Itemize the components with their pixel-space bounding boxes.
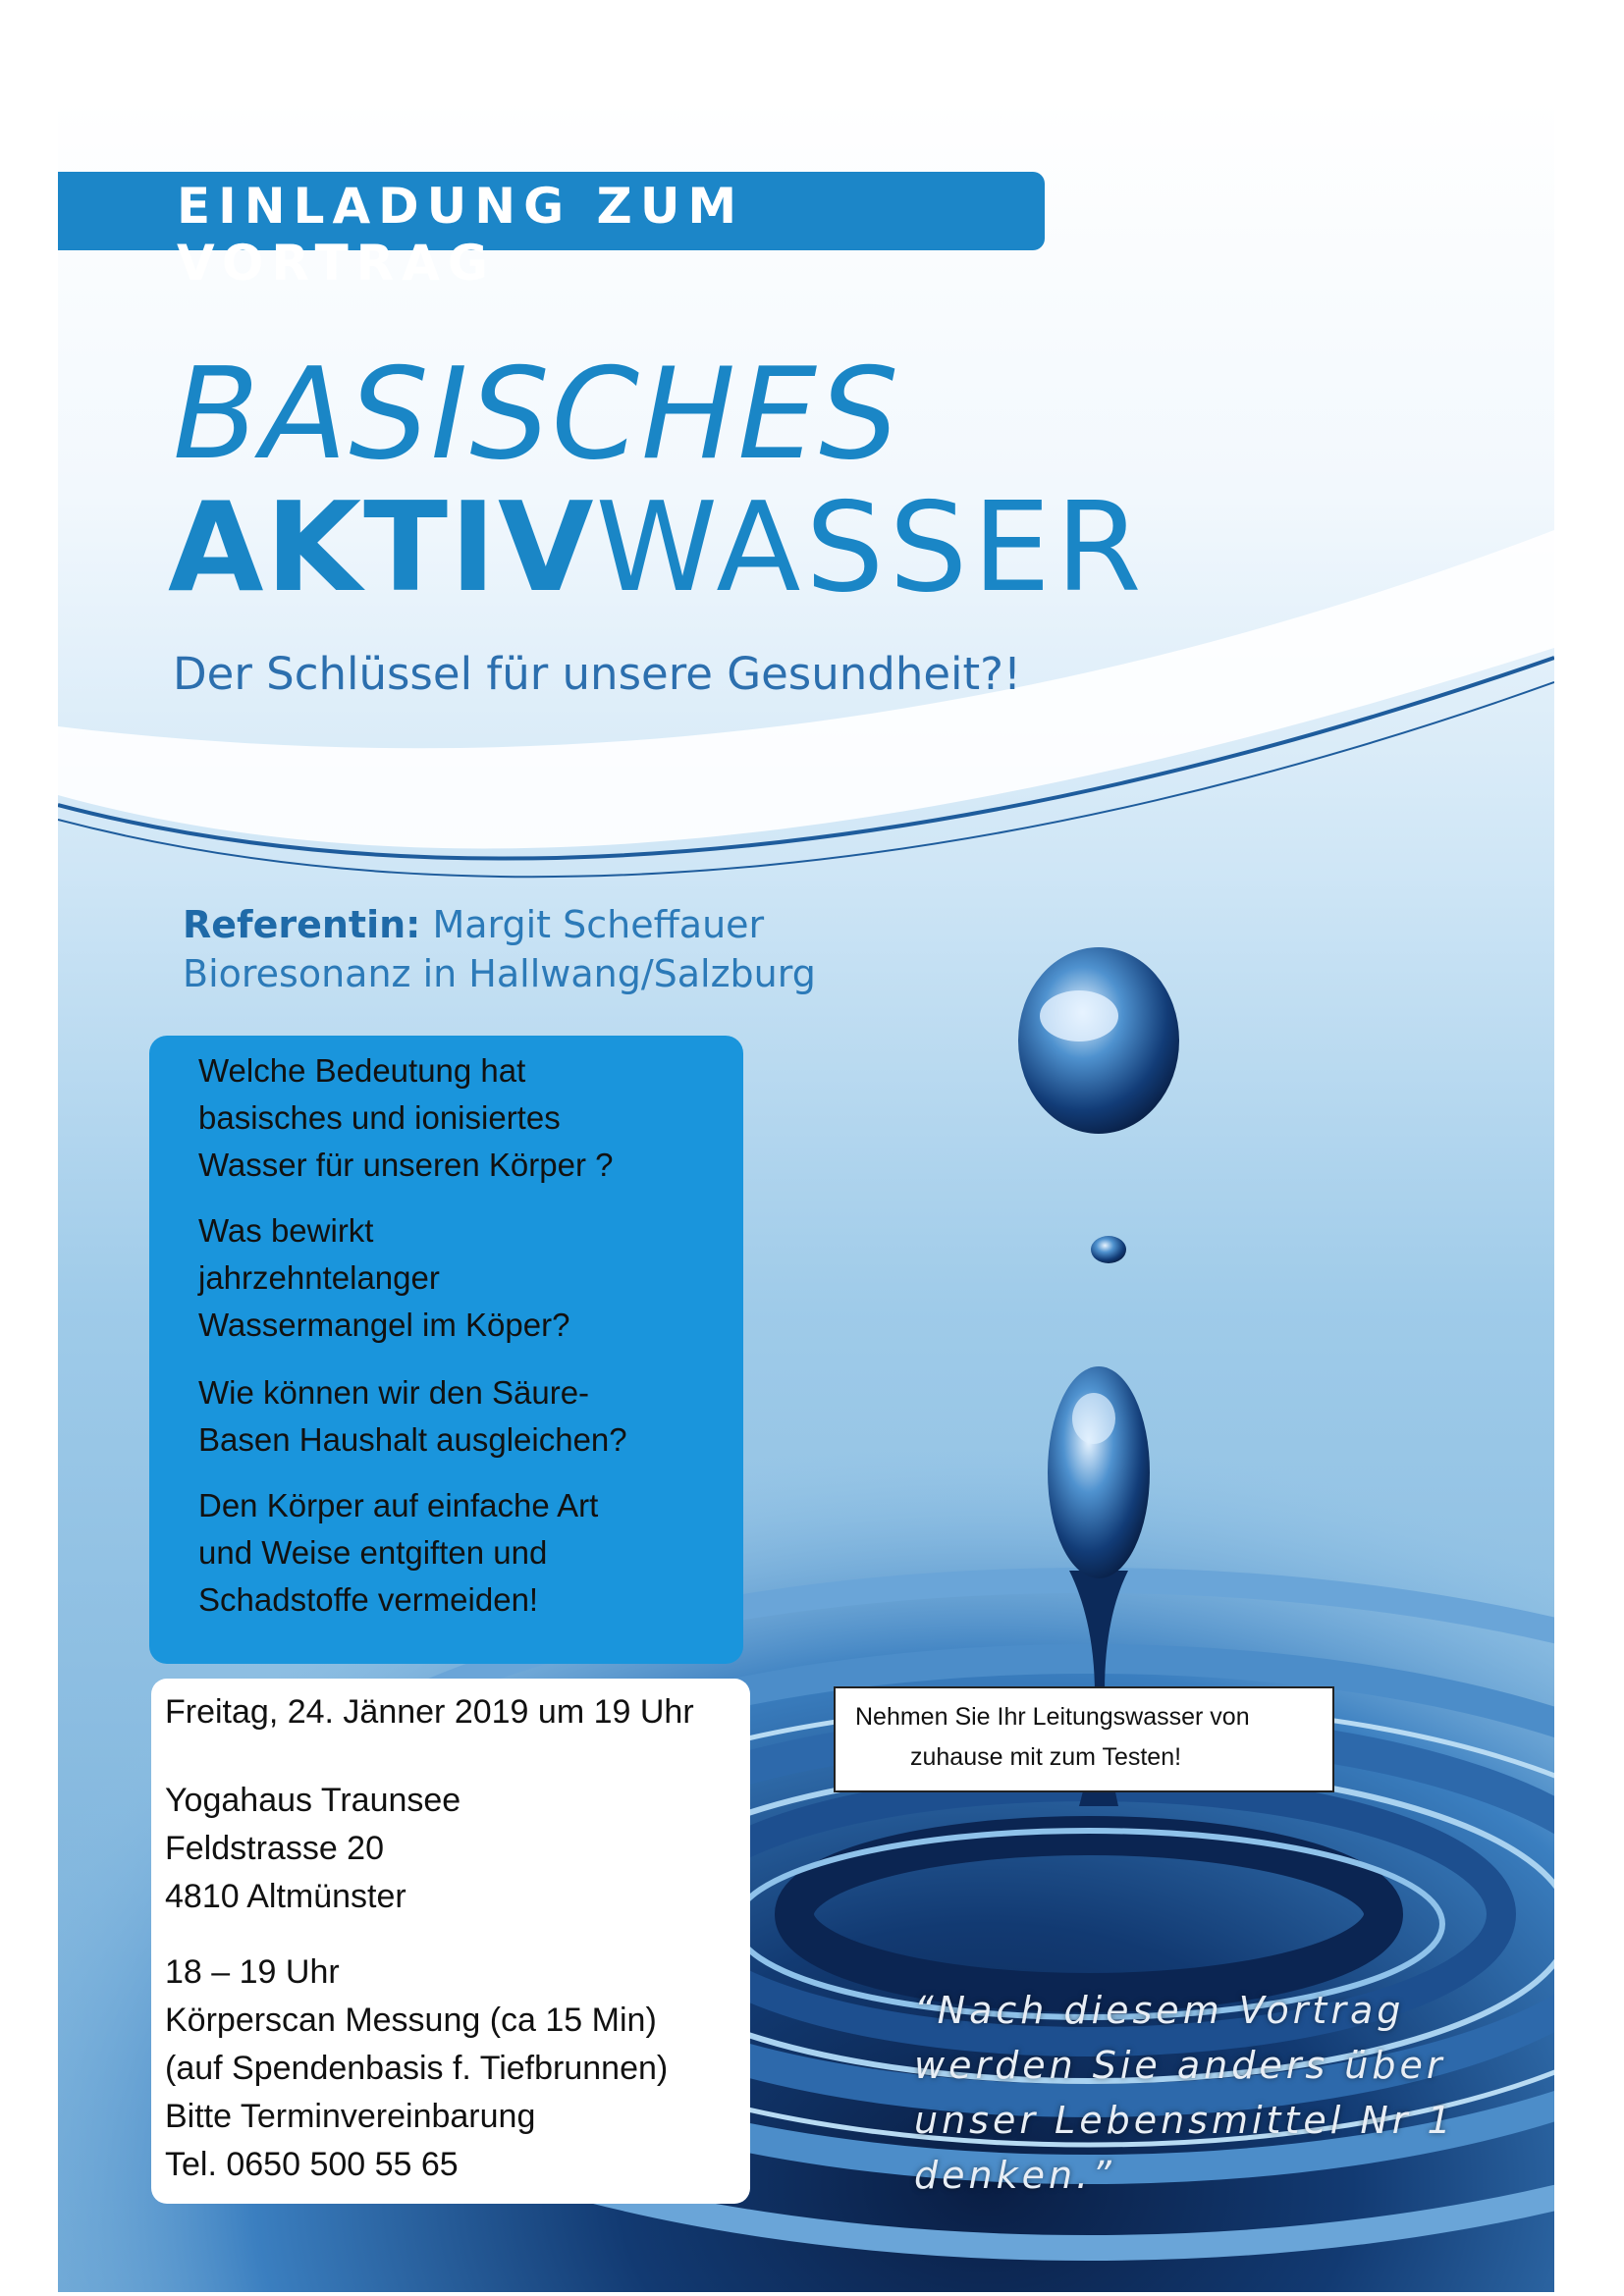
question-2 — [198, 1207, 569, 1349]
title-bold-part: AKTIV — [168, 475, 596, 619]
question-4 — [198, 1482, 598, 1624]
body-scan-info — [165, 1949, 668, 2189]
phone-number: Tel. 0650 500 55 65 — [165, 2146, 459, 2183]
scan-line: Körperscan Messung (ca 15 Min) — [165, 2002, 657, 2039]
title-line-1: BASISCHES — [173, 342, 901, 488]
speaker-affiliation: Bioresonanz in Hallwang/Salzburg — [183, 952, 816, 995]
banner-text: EINLADUNG ZUM VORTRAG — [177, 178, 745, 292]
question-line: Wie können wir den Säure- — [198, 1374, 590, 1411]
questions-box — [149, 1036, 743, 1664]
quote-line: denken.” — [914, 2154, 1115, 2197]
speaker-line — [183, 903, 764, 946]
question-line: Schadstoffe vermeiden! — [198, 1581, 539, 1618]
tap-water-note — [834, 1686, 1334, 1792]
note-line-1: Nehmen Sie Ihr Leitungswasser von — [855, 1703, 1250, 1731]
question-1 — [198, 1047, 613, 1189]
title-line-2 — [168, 475, 1147, 619]
speaker-name: Margit Scheffauer — [432, 903, 765, 946]
quote-line: unser Lebensmittel Nr 1 — [914, 2099, 1455, 2142]
quote-line: werden Sie anders über — [914, 2044, 1446, 2087]
title-light-part: WASSER — [595, 475, 1147, 619]
venue-line: 4810 Altmünster — [165, 1878, 406, 1915]
quote — [914, 1983, 1523, 2203]
question-line: Basen Haushalt ausgleichen? — [198, 1421, 627, 1458]
question-line: basisches und ionisiertes — [198, 1099, 561, 1136]
question-line: Welche Bedeutung hat — [198, 1052, 526, 1089]
question-line: Was bewirkt — [198, 1212, 374, 1249]
event-venue — [165, 1777, 460, 1921]
note-line-2: zuhause mit zum Testen! — [910, 1743, 1182, 1771]
question-line: und Weise entgiften und — [198, 1534, 548, 1571]
invitation-banner — [58, 172, 1045, 292]
event-datetime: Freitag, 24. Jänner 2019 um 19 Uhr — [165, 1693, 694, 1731]
question-line: jahrzehntelanger — [198, 1259, 440, 1296]
subtitle: Der Schlüssel für unsere Gesundheit?! — [173, 648, 1022, 700]
venue-line: Yogahaus Traunsee — [165, 1782, 461, 1819]
question-line: Wasser für unseren Körper ? — [198, 1147, 614, 1183]
question-3 — [198, 1369, 627, 1464]
event-info-box — [151, 1679, 750, 2204]
scan-line: 18 – 19 Uhr — [165, 1953, 340, 1991]
poster — [58, 98, 1554, 2292]
quote-line: “Nach diesem Vortrag — [914, 1989, 1405, 2032]
venue-line: Feldstrasse 20 — [165, 1830, 384, 1867]
speaker-label: Referentin: — [183, 903, 421, 946]
question-line: Den Körper auf einfache Art — [198, 1487, 599, 1523]
scan-line: (auf Spendenbasis f. Tiefbrunnen) — [165, 2050, 669, 2087]
question-line: Wassermangel im Köper? — [198, 1307, 570, 1343]
scan-line: Bitte Terminvereinbarung — [165, 2098, 536, 2135]
